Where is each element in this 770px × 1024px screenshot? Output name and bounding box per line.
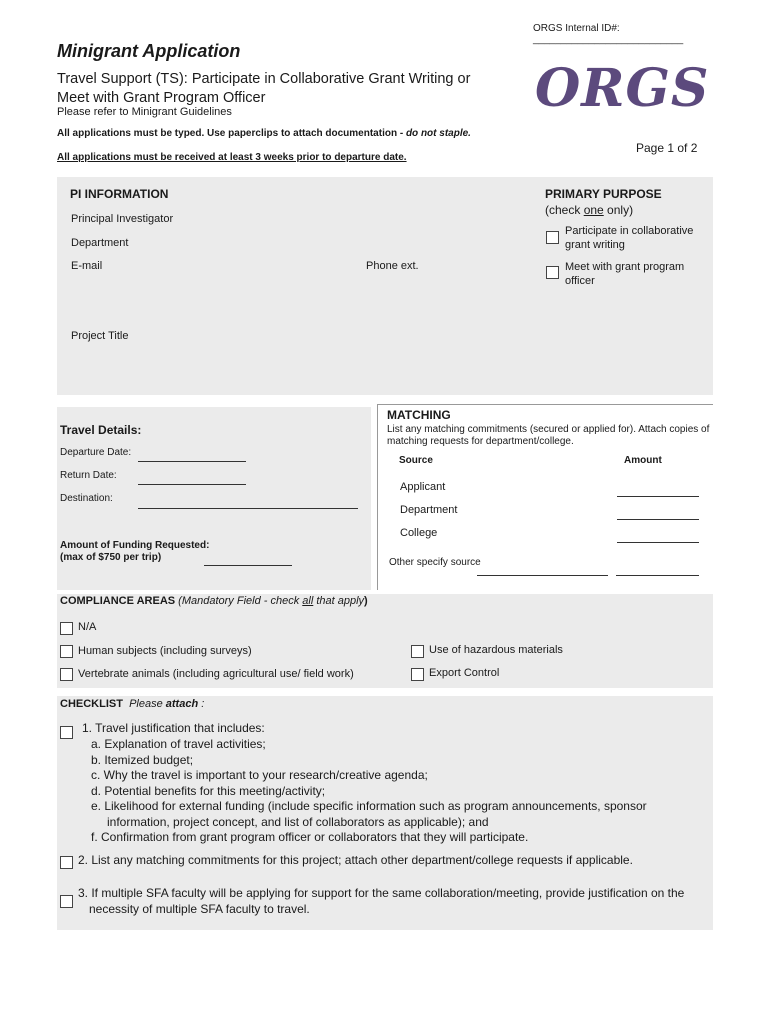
matching-college-amount[interactable] [617,542,699,543]
matching-instructions-line1: List any matching commitments (secured or applied for). Attach copies of [387,424,710,435]
return-field[interactable] [138,484,246,485]
matching-col-source: Source [399,455,433,466]
checklist-item3-line1: 3. If multiple SFA faculty will be applying for support for the same collaboration/meeting, provide justification on the [78,886,685,900]
purpose-officer-label [565,260,684,288]
compliance-hazardous-checkbox[interactable] [411,645,424,658]
compliance-note-post: that apply [313,595,365,607]
matching-col-amount: Amount [624,455,662,466]
guidelines-note: Please refer to Minigrant Guidelines [57,106,232,118]
purpose-option1-line1: Participate in collaborative [565,225,694,237]
principal-investigator-label: Principal Investigator [71,213,174,225]
departure-label: Departure Date: [60,447,132,458]
matching-applicant-amount[interactable] [617,496,699,497]
purpose-option1-line2: grant writing [565,239,625,251]
checklist-heading [60,698,204,710]
typed-note [57,128,471,139]
funding-label [60,540,209,564]
department-label: Department [71,237,129,249]
funding-field[interactable] [204,565,292,566]
matching-other-source[interactable] [477,575,608,576]
matching-heading: MATCHING [387,408,451,422]
project-title-label: Project Title [71,330,129,342]
typed-note-emphasis: do not staple. [405,128,471,139]
funding-line2: (max of $750 per trip) [60,552,162,563]
checklist-item1-sub-e-cont: information, project concept, and list of collaborators as applicable); and [107,815,489,829]
compliance-na-checkbox[interactable] [60,622,73,635]
checklist-attach: attach [165,698,199,710]
departure-field[interactable] [138,461,246,462]
compliance-hazardous-label: Use of hazardous materials [429,644,563,656]
subtitle-line-2: Meet with Grant Program Officer [57,90,266,106]
checklist-please: Please [129,698,166,710]
compliance-vertebrate-label: Vertebrate animals (including agricultural use/ field work) [78,668,354,680]
compliance-heading-text: COMPLIANCE AREAS [60,595,176,607]
purpose-option2-line2: officer [565,275,595,287]
compliance-note-all: all [302,595,314,607]
deadline-note: All applications must be received at least 3 weeks prior to departure date. [57,152,407,163]
compliance-export-label: Export Control [429,667,500,679]
purpose-instruction-pre: (check [545,203,584,217]
purpose-instruction [545,203,633,217]
purpose-collaborative-label [565,224,693,252]
destination-label: Destination: [60,493,113,504]
funding-line1: Amount of Funding Requested: [60,540,210,551]
checklist-item1-sub-e: e. Likelihood for external funding (include specific information such as program announcements, sponsor [91,799,647,813]
page-label: Page 1 of 2 [636,141,698,155]
travel-heading: Travel Details: [60,423,142,437]
checklist-colon: : [198,698,205,710]
matching-department-amount[interactable] [617,519,699,520]
internal-id-label: ORGS Internal ID#: ___________________________ [533,23,684,45]
checklist-item1-checkbox[interactable] [60,726,73,739]
page-title: Minigrant Application [57,41,241,61]
compliance-vertebrate-checkbox[interactable] [60,668,73,681]
matching-border [377,404,378,590]
compliance-export-checkbox[interactable] [411,668,424,681]
compliance-na-label: N/A [78,621,97,633]
checklist-item1-sub-b: b. Itemized budget; [91,753,194,767]
purpose-collaborative-checkbox[interactable] [546,231,559,244]
matching-row-applicant: Applicant [400,481,446,493]
subtitle-line-1: Travel Support (TS): Participate in Collaborative Grant Writing or [57,71,471,87]
purpose-officer-checkbox[interactable] [546,266,559,279]
checklist-item1-sub-c: c. Why the travel is important to your research/creative agenda; [91,768,428,782]
return-label: Return Date: [60,470,117,481]
purpose-instruction-one: one [583,203,604,217]
matching-instructions-line2: matching requests for department/college. [387,436,574,447]
purpose-option2-line1: Meet with grant program [565,261,685,273]
destination-field[interactable] [138,508,358,509]
checklist-item2-checkbox[interactable] [60,856,73,869]
checklist-item1-sub-f: f. Confirmation from grant program officer or collaborators that they will participate. [91,830,529,844]
checklist-item1-sub-d: d. Potential benefits for this meeting/activity; [91,784,326,798]
purpose-instruction-post: only) [603,203,634,217]
matching-instructions [387,424,709,448]
checklist-item3 [78,886,684,917]
compliance-human-checkbox[interactable] [60,645,73,658]
compliance-heading [60,595,368,607]
checklist-item2: 2. List any matching commitments for this project; attach other department/college requests if applicable. [78,853,633,867]
compliance-note-pre: (Mandatory Field - check [175,595,303,607]
checklist-item1: 1. Travel justification that includes: [82,721,265,735]
checklist-heading-text: CHECKLIST [60,698,123,710]
matching-row-department: Department [400,504,458,516]
checklist-item3-checkbox[interactable] [60,895,73,908]
orgs-logo: ORGS [535,58,710,119]
matching-other-amount[interactable] [616,575,699,576]
checklist-item1-sub-a: a. Explanation of travel activities; [91,737,266,751]
pi-heading: PI INFORMATION [70,187,169,201]
compliance-human-label: Human subjects (including surveys) [78,645,252,657]
matching-divider [377,404,713,405]
phone-label: Phone ext. [366,260,419,272]
matching-row-college: College [400,527,438,539]
email-label: E-mail [71,260,103,272]
compliance-note-close: ) [364,595,368,607]
checklist-item3-line2: necessity of multiple SFA faculty to travel. [89,901,310,916]
purpose-heading: PRIMARY PURPOSE [545,187,662,201]
typed-note-text: All applications must be typed. Use paperclips to attach documentation - [57,128,406,139]
page-subtitle [57,70,470,108]
matching-other-label: Other specify source [389,557,481,568]
